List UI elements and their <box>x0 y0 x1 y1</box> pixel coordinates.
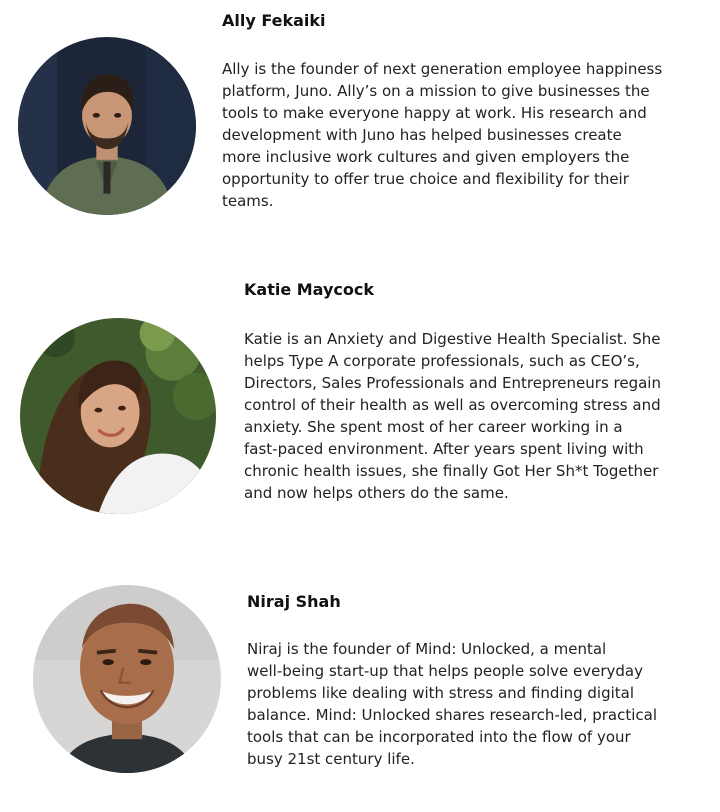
speaker-card-niraj-shah <box>0 580 720 812</box>
portrait-image <box>20 318 216 514</box>
avatar <box>18 37 196 215</box>
speaker-name: Ally Fekaiki <box>222 11 326 30</box>
speaker-bio: Niraj is the founder of Mind: Unlocked, a mental well-being start-up that helps people solve everyday problems like dealing with stress and finding digital balance. Mind: Unlocked shares research-led, practical tools that can be incorporated into the flow of your busy 21st century life. <box>247 640 658 768</box>
speaker-card-ally-fekaiki <box>0 0 720 250</box>
portrait-image <box>18 37 196 215</box>
speaker-card-katie-maycock <box>0 270 720 530</box>
speaker-bio: Katie is an Anxiety and Digestive Health Specialist. She helps Type A corporate professionals, such as CEO’s, Directors, Sales Professionals and Entrepreneurs regain control of their health as well as overcoming stress and anxiety. She spent most of her career working in a fast-paced environment. After years spent living with chronic health issues, she finally Got Her Sh*t Together and now helps others do the same. <box>244 330 661 502</box>
avatar <box>33 585 221 773</box>
speaker-bio: Ally is the founder of next generation employee happiness platform, Juno. Ally’s on a mission to give businesses the tools to make everyone happy at work. His research and development with Juno has helped businesses create more inclusive work cultures and given employers the opportunity to offer true choice and flexibility for their teams. <box>222 60 663 210</box>
avatar <box>20 318 216 514</box>
speaker-name: Katie Maycock <box>244 280 375 299</box>
speaker-name: Niraj Shah <box>247 592 341 611</box>
portrait-image <box>33 585 221 773</box>
